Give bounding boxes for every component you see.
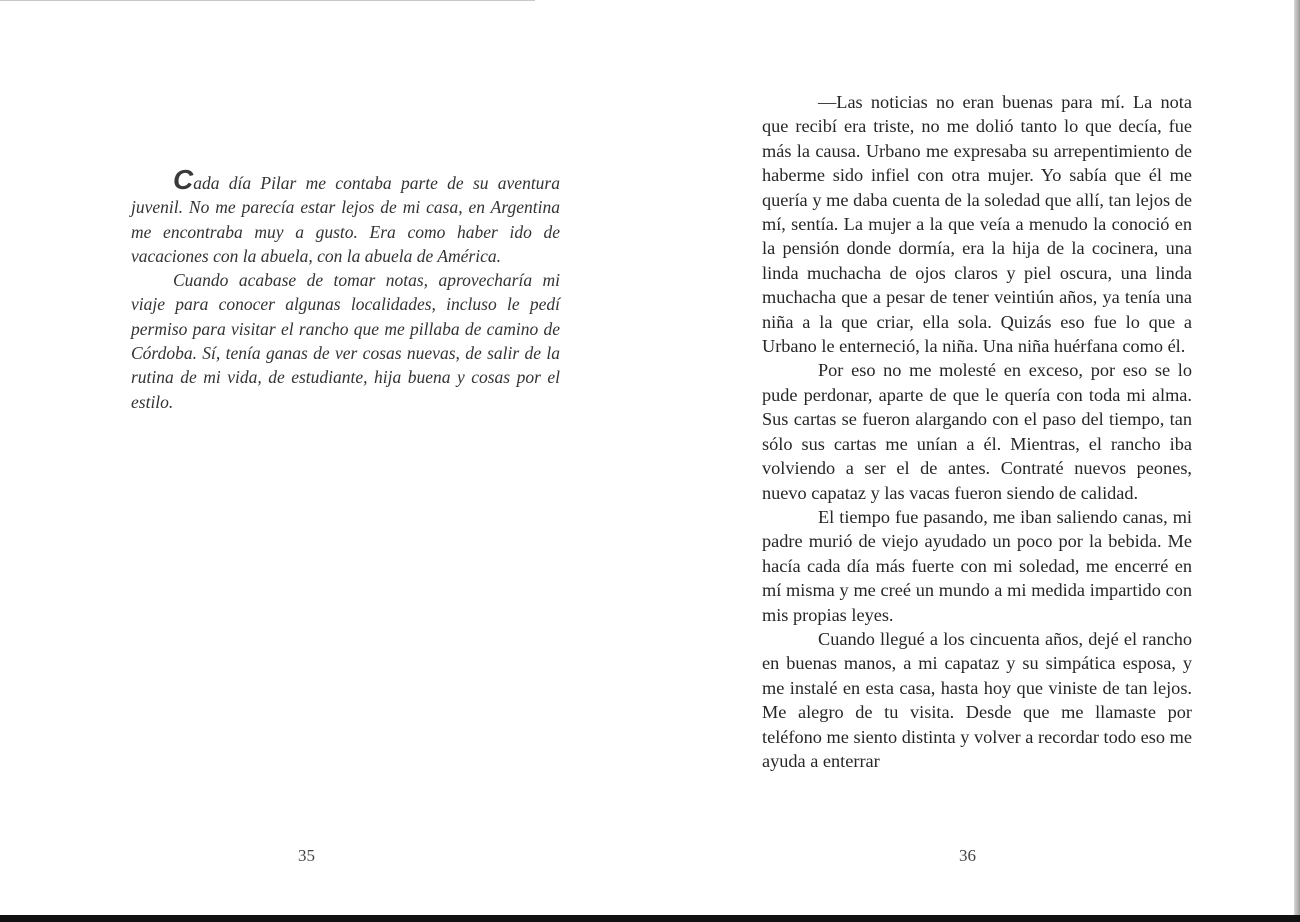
right-paragraph-4: Cuando llegué a los cincuenta años, dejé el rancho en buenas manos, a mi capataz y su simpática esposa, y me instalé en esta casa, hasta hoy que viniste de tan lejos. Me alegro de tu visita. Desde que me llamaste por teléfono me siento distinta y volver a recordar todo eso me ayuda a enterrar (762, 628, 1192, 771)
right-paragraph-2: Por eso no me molesté en exceso, por eso se lo pude perdonar, aparte de que le quería con toda mi alma. Sus cartas se fueron alargando con el paso del tiempo, tan sólo sus cartas me unían a él. Mientras, el rancho iba volviendo a ser el de antes. Contraté nuevos peones, nuevo capataz y las vacas fueron siendo de calidad. (762, 360, 1192, 503)
left-page (0, 0, 650, 915)
scan-right-edge (1294, 0, 1300, 915)
right-paragraph-3: El tiempo fue pasando, me iban saliendo canas, mi padre murió de viejo ayudado un poco por la bebida. Me hacía cada día más fuerte con mi soledad, me encerré en mí misma y me creé un mundo a mi medida impartido con mis propias leyes. (762, 506, 1192, 625)
drop-cap: C (173, 164, 194, 195)
right-paragraph-1: —Las noticias no eran buenas para mí. La nota que recibí era triste, no me dolió tanto lo que decía, fue más la causa. Urbano me expresaba su arrepentimiento de haberme sido infiel con otra mujer. Yo sabía que él me quería y me daba cuenta de la soledad que allí, tan lejos de mí, sentía. La mujer a la que veía a menudo la conoció en la pensión donde dormía, era la hija de la cocinera, una linda muchacha de ojos claros y piel oscura, una linda muchacha que a pesar de tener veintiún años, ya tenía una niña a la que criar, ella sola. Quizás eso fue lo que a Urbano le enterneció, la niña. Una niña huérfana como él. (762, 92, 1192, 357)
page-number-left: 35 (298, 846, 315, 865)
right-page (650, 0, 1294, 915)
page-number-right: 36 (959, 846, 976, 865)
right-page-body (762, 90, 1192, 773)
left-paragraph-1-text: ada día Pilar me contaba parte de su aventura juvenil. No me parecía estar lejos de mi casa, en Argentina me encontraba muy a gusto. Era como haber ido de vacaciones con la abuela, con la abuela de América. (131, 173, 560, 266)
left-paragraph-1 (131, 166, 560, 268)
left-paragraph-2: Cuando acabase de tomar notas, aprovecharía mi viaje para conocer algunas localidades, incluso le pedí permiso para visitar el rancho que me pillaba de camino de Córdoba. Sí, tenía ganas de ver cosas nuevas, de salir de la rutina de mi vida, de estudiante, hija buena y cosas por el estilo. (131, 270, 560, 412)
scan-bottom-band (0, 915, 1300, 922)
left-page-body (131, 166, 560, 414)
